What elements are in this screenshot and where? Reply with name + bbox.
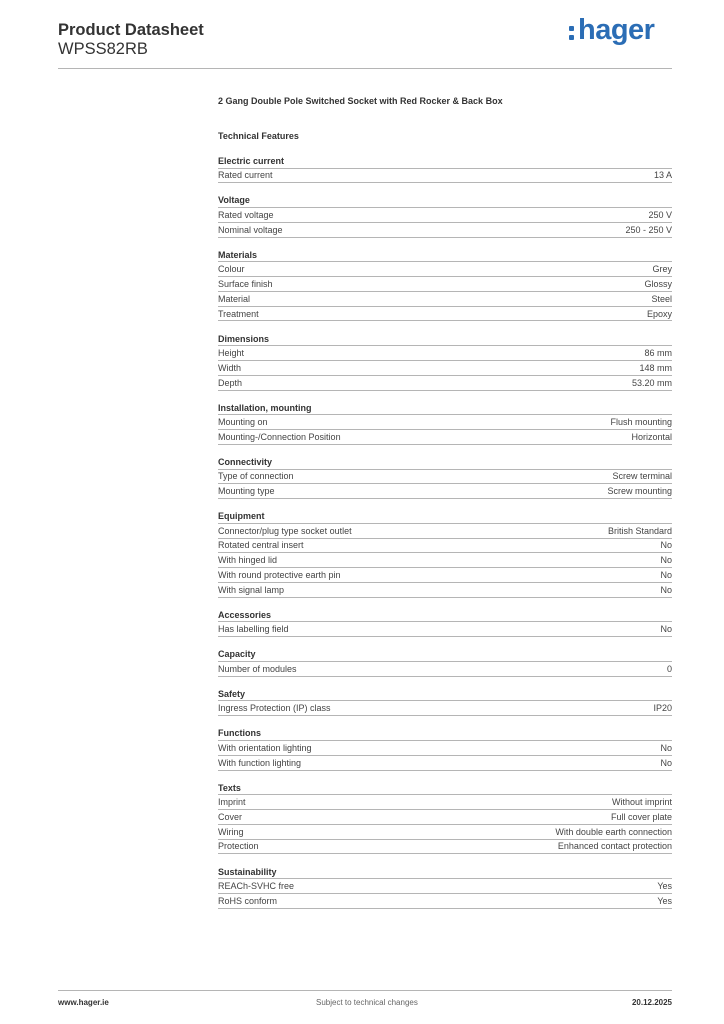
group-spacer (218, 637, 672, 648)
feature-label: Wiring (218, 826, 244, 837)
feature-label: Connector/plug type socket outlet (218, 525, 352, 536)
feature-value: Flush mounting (610, 417, 672, 428)
feature-label: REACh-SVHC free (218, 880, 295, 891)
group-spacer (218, 391, 672, 402)
feature-value: 86 mm (644, 348, 672, 359)
feature-label: With function lighting (218, 757, 302, 768)
feature-label: Rotated central insert (218, 540, 304, 551)
feature-label: Rated voltage (218, 209, 274, 220)
feature-value: Grey (652, 264, 672, 275)
hager-logo (568, 14, 654, 47)
feature-label: Colour (218, 264, 245, 275)
table-row (218, 262, 672, 277)
group-spacer (218, 499, 672, 510)
table-row (218, 568, 672, 583)
group-title: Texts (218, 782, 672, 796)
group-spacer (218, 321, 672, 332)
table-row (218, 840, 672, 855)
feature-label: Rated current (218, 170, 273, 181)
table-row (218, 756, 672, 771)
feature-label: Mounting type (218, 486, 275, 497)
group-spacer (218, 183, 672, 194)
table-row (218, 346, 672, 361)
feature-label: Has labelling field (218, 624, 289, 635)
feature-label: Type of connection (218, 471, 294, 482)
feature-group (218, 510, 672, 597)
feature-label: Number of modules (218, 663, 297, 674)
feature-value: No (660, 555, 672, 566)
product-code: WPSS82RB (58, 40, 148, 58)
group-title: Installation, mounting (218, 402, 672, 416)
feature-value: Glossy (644, 278, 672, 289)
table-row (218, 361, 672, 376)
feature-value: Yes (657, 895, 672, 906)
table-row (218, 539, 672, 554)
table-row (218, 524, 672, 539)
group-title: Equipment (218, 510, 672, 524)
feature-value: No (660, 570, 672, 581)
group-title: Capacity (218, 648, 672, 662)
table-row (218, 430, 672, 445)
footer-date: 20.12.2025 (631, 998, 672, 1007)
table-row (218, 583, 672, 598)
table-row (218, 825, 672, 840)
feature-label: Ingress Protection (IP) class (218, 703, 331, 714)
table-row (218, 292, 672, 307)
table-row (218, 701, 672, 716)
feature-label: With signal lamp (218, 584, 285, 595)
feature-value: 13 A (653, 170, 672, 181)
table-row (218, 810, 672, 825)
feature-value: IP20 (653, 703, 672, 714)
feature-group (218, 609, 672, 637)
table-row (218, 622, 672, 637)
feature-label: Treatment (218, 308, 259, 319)
feature-value: Screw mounting (607, 486, 672, 497)
feature-group (218, 866, 672, 909)
feature-label: Depth (218, 377, 243, 388)
group-spacer (218, 771, 672, 782)
feature-value: Yes (657, 880, 672, 891)
feature-label: With orientation lighting (218, 742, 312, 753)
table-row (218, 277, 672, 292)
group-title: Connectivity (218, 456, 672, 470)
feature-label: Mounting-/Connection Position (218, 431, 341, 442)
table-row (218, 415, 672, 430)
feature-label: With round protective earth pin (218, 570, 341, 581)
feature-label: Mounting on (218, 417, 268, 428)
feature-label: Surface finish (218, 278, 273, 289)
feature-label: Cover (218, 811, 243, 822)
feature-group (218, 333, 672, 391)
feature-value: With double earth connection (555, 826, 672, 837)
table-row (218, 662, 672, 677)
feature-value: No (660, 742, 672, 753)
document-title: Product Datasheet (58, 21, 204, 39)
group-title: Safety (218, 688, 672, 702)
feature-value: Epoxy (646, 308, 672, 319)
feature-group (218, 727, 672, 770)
feature-value: Screw terminal (612, 471, 672, 482)
group-title: Electric current (218, 155, 672, 169)
logo-colon-icon (568, 17, 577, 39)
feature-label: Nominal voltage (218, 224, 283, 235)
feature-value: Enhanced contact protection (557, 841, 672, 852)
product-title: 2 Gang Double Pole Switched Socket with Red Rocker & Back Box (218, 96, 503, 106)
feature-group (218, 249, 672, 322)
table-row (218, 169, 672, 184)
footer-website: www.hager.ie (58, 998, 109, 1007)
feature-value: No (660, 584, 672, 595)
feature-value: No (660, 540, 672, 551)
table-row (218, 553, 672, 568)
group-spacer (218, 598, 672, 609)
feature-group (218, 782, 672, 855)
feature-value: 0 (666, 663, 672, 674)
group-title: Dimensions (218, 333, 672, 347)
feature-value: Steel (651, 293, 672, 304)
group-spacer (218, 445, 672, 456)
footer-notice: Subject to technical changes (316, 998, 418, 1007)
feature-group (218, 648, 672, 676)
footer-divider (58, 990, 672, 991)
feature-group (218, 194, 672, 237)
table-row (218, 208, 672, 223)
header-divider (58, 68, 672, 69)
table-row (218, 484, 672, 499)
table-row (218, 741, 672, 756)
feature-value: 53.20 mm (631, 377, 672, 388)
feature-value: No (660, 757, 672, 768)
feature-value: British Standard (607, 525, 672, 536)
feature-group (218, 688, 672, 716)
group-spacer (218, 854, 672, 865)
feature-label: Width (218, 362, 242, 373)
group-title: Voltage (218, 194, 672, 208)
group-spacer (218, 716, 672, 727)
table-row (218, 894, 672, 909)
feature-label: Imprint (218, 797, 246, 808)
feature-value: No (660, 624, 672, 635)
group-spacer (218, 238, 672, 249)
table-row (218, 795, 672, 810)
table-row (218, 879, 672, 894)
feature-label: Protection (218, 841, 259, 852)
feature-value: Full cover plate (610, 811, 672, 822)
group-title: Functions (218, 727, 672, 741)
group-title: Materials (218, 249, 672, 263)
feature-value: Horizontal (631, 431, 672, 442)
logo-text: hager (578, 14, 655, 46)
feature-label: RoHS conform (218, 895, 278, 906)
feature-value: Without imprint (611, 797, 672, 808)
feature-value: 250 - 250 V (625, 224, 672, 235)
table-row (218, 376, 672, 391)
feature-label: With hinged lid (218, 555, 278, 566)
feature-label: Material (218, 293, 251, 304)
feature-label: Height (218, 348, 245, 359)
group-spacer (218, 677, 672, 688)
feature-group (218, 155, 672, 183)
table-row (218, 307, 672, 322)
feature-value: 250 V (648, 209, 672, 220)
feature-group (218, 402, 672, 445)
technical-features-heading: Technical Features (218, 131, 299, 141)
table-row (218, 223, 672, 238)
technical-features-table (218, 155, 672, 909)
feature-value: 148 mm (639, 362, 672, 373)
table-row (218, 470, 672, 485)
group-title: Accessories (218, 609, 672, 623)
group-title: Sustainability (218, 866, 672, 880)
feature-group (218, 456, 672, 499)
